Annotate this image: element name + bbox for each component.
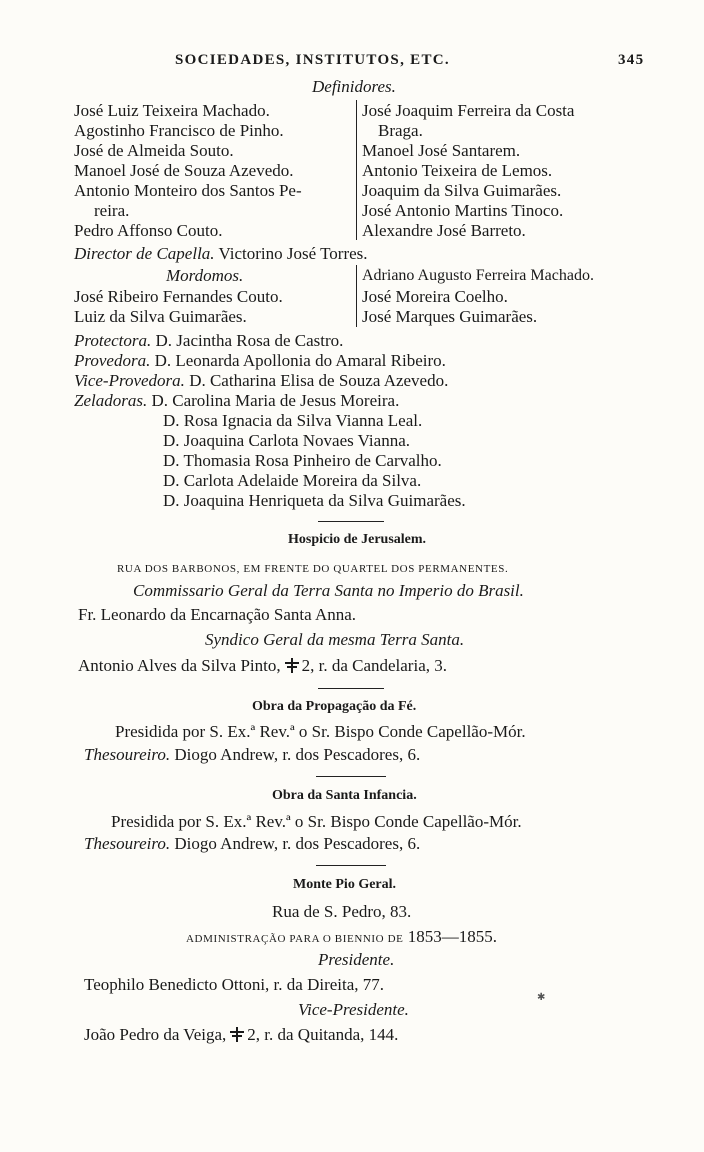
thesoureiro-name: Diogo Andrew, r. dos Pescadores, 6. <box>174 834 421 853</box>
officer-name: D. Leonarda Apollonia do Amaral Ribeiro. <box>154 351 446 370</box>
definidor-left: reira. <box>94 201 130 220</box>
admin-years: 1853—1855. <box>407 927 497 946</box>
definidor-left: Manoel José de Souza Azevedo. <box>74 161 294 180</box>
section-rule <box>316 776 386 777</box>
propagacao-line <box>84 745 420 765</box>
director-line <box>74 244 368 264</box>
mordomo-left: José Ribeiro Fernandes Couto. <box>74 287 283 306</box>
section-rule <box>316 865 386 866</box>
mordomo-right: Adriano Augusto Ferreira Machado. <box>362 267 594 284</box>
officer-name: D. Jacintha Rosa de Castro. <box>155 331 344 350</box>
definidor-left: José Luiz Teixeira Machado. <box>74 101 270 120</box>
definidor-left: Antonio Monteiro dos Santos Pe- <box>74 181 302 200</box>
definidor-right: Braga. <box>378 121 423 140</box>
definidor-right: José Antonio Martins Tinoco. <box>362 201 564 220</box>
thesoureiro-name: Diogo Andrew, r. dos Pescadores, 6. <box>174 745 421 764</box>
definidor-right: Joaquim da Silva Guimarães. <box>362 181 562 200</box>
officer-name: D. Carolina Maria de Jesus Moreira. <box>151 391 400 410</box>
mordomo-right: José Moreira Coelho. <box>362 287 508 306</box>
officer-label: Protectora. <box>74 331 152 350</box>
hospicio-role: Commissario Geral da Terra Santa no Imperio do Brasil. <box>133 581 524 600</box>
officer-line <box>74 331 343 351</box>
zeladora-name: D. Joaquina Carlota Novaes Vianna. <box>163 431 410 450</box>
propagacao-line: Presidida por S. Ex.ª Rev.ª o Sr. Bispo Conde Capellão-Mór. <box>115 722 526 741</box>
infancia-title: Obra da Santa Infancia. <box>272 788 417 803</box>
thesoureiro-label: Thesoureiro. <box>84 834 171 853</box>
zeladora-name: D. Thomasia Rosa Pinheiro de Carvalho. <box>163 451 442 470</box>
definidor-left: Pedro Affonso Couto. <box>74 221 223 240</box>
director-name: Victorino José Torres. <box>218 244 368 263</box>
person-name: Antonio Alves da Silva Pinto, <box>78 656 281 675</box>
cross-icon <box>285 658 299 673</box>
definidor-right: Manoel José Santarem. <box>362 141 521 160</box>
zeladora-name: D. Joaquina Henriqueta da Silva Guimarães. <box>163 491 466 510</box>
propagacao-title: Obra da Propagação da Fé. <box>252 699 417 714</box>
presidente-name: Teophilo Benedicto Ottoni, r. da Direita, 77. <box>84 975 385 994</box>
mordomo-right: José Marques Guimarães. <box>362 307 538 326</box>
officer-label: Zeladoras. <box>74 391 148 410</box>
officer-name: D. Catharina Elisa de Souza Azevedo. <box>189 371 449 390</box>
zeladora-name: D. Carlota Adelaide Moreira da Silva. <box>163 471 422 490</box>
vice-presidente-label: Vice-Presidente. <box>298 1000 409 1019</box>
hospicio-title: Hospicio de Jerusalem. <box>288 532 427 547</box>
mordomo-left: Luiz da Silva Guimarães. <box>74 307 247 326</box>
officer-label: Provedora. <box>74 351 151 370</box>
cross-icon <box>230 1027 244 1042</box>
director-label: Director de Capella. <box>74 244 215 263</box>
vice-presidente-name <box>84 1025 398 1045</box>
mordomos-heading: Mordomos. <box>166 266 244 285</box>
person-address: 2, r. da Quitanda, 144. <box>247 1025 399 1044</box>
asterisk-icon: ✱ <box>537 992 546 1003</box>
monte-pio-title: Monte Pio Geral. <box>293 877 397 892</box>
running-head: SOCIEDADES, INSTITUTOS, ETC. <box>175 52 450 68</box>
person-address: 2, r. da Candelaria, 3. <box>301 656 447 675</box>
officer-line <box>74 371 448 391</box>
section-rule <box>318 688 384 689</box>
definidor-left: Agostinho Francisco de Pinho. <box>74 121 284 140</box>
monte-pio-admin <box>186 927 497 949</box>
hospicio-person <box>78 656 447 676</box>
definidor-right: Alexandre José Barreto. <box>362 221 526 240</box>
presidente-label: Presidente. <box>318 950 395 969</box>
column-divider <box>356 265 357 327</box>
hospicio-address: RUA DOS BARBONOS, EM FRENTE DO QUARTEL DOS PERMANENTES. <box>117 563 509 575</box>
hospicio-role: Syndico Geral da mesma Terra Santa. <box>205 630 465 649</box>
zeladora-name: D. Rosa Ignacia da Silva Vianna Leal. <box>163 411 423 430</box>
monte-pio-address: Rua de S. Pedro, 83. <box>272 902 412 921</box>
definidor-left: José de Almeida Souto. <box>74 141 234 160</box>
section-rule <box>318 521 384 522</box>
infancia-line: Presidida por S. Ex.ª Rev.ª o Sr. Bispo Conde Capellão-Mór. <box>111 812 522 831</box>
admin-label: ADMINISTRAÇÃO PARA O BIENNIO DE <box>186 933 404 945</box>
person-name: João Pedro da Veiga, <box>84 1025 227 1044</box>
definidor-right: José Joaquim Ferreira da Costa <box>362 101 575 120</box>
infancia-line <box>84 834 420 854</box>
thesoureiro-label: Thesoureiro. <box>84 745 171 764</box>
page-number: 345 <box>618 52 645 68</box>
officer-line <box>74 351 446 371</box>
definidores-heading: Definidores. <box>312 77 396 96</box>
officer-label: Vice-Provedora. <box>74 371 185 390</box>
column-divider <box>356 100 357 240</box>
definidor-right: Antonio Teixeira de Lemos. <box>362 161 553 180</box>
hospicio-person: Fr. Leonardo da Encarnação Santa Anna. <box>78 605 357 624</box>
officer-line <box>74 391 399 411</box>
